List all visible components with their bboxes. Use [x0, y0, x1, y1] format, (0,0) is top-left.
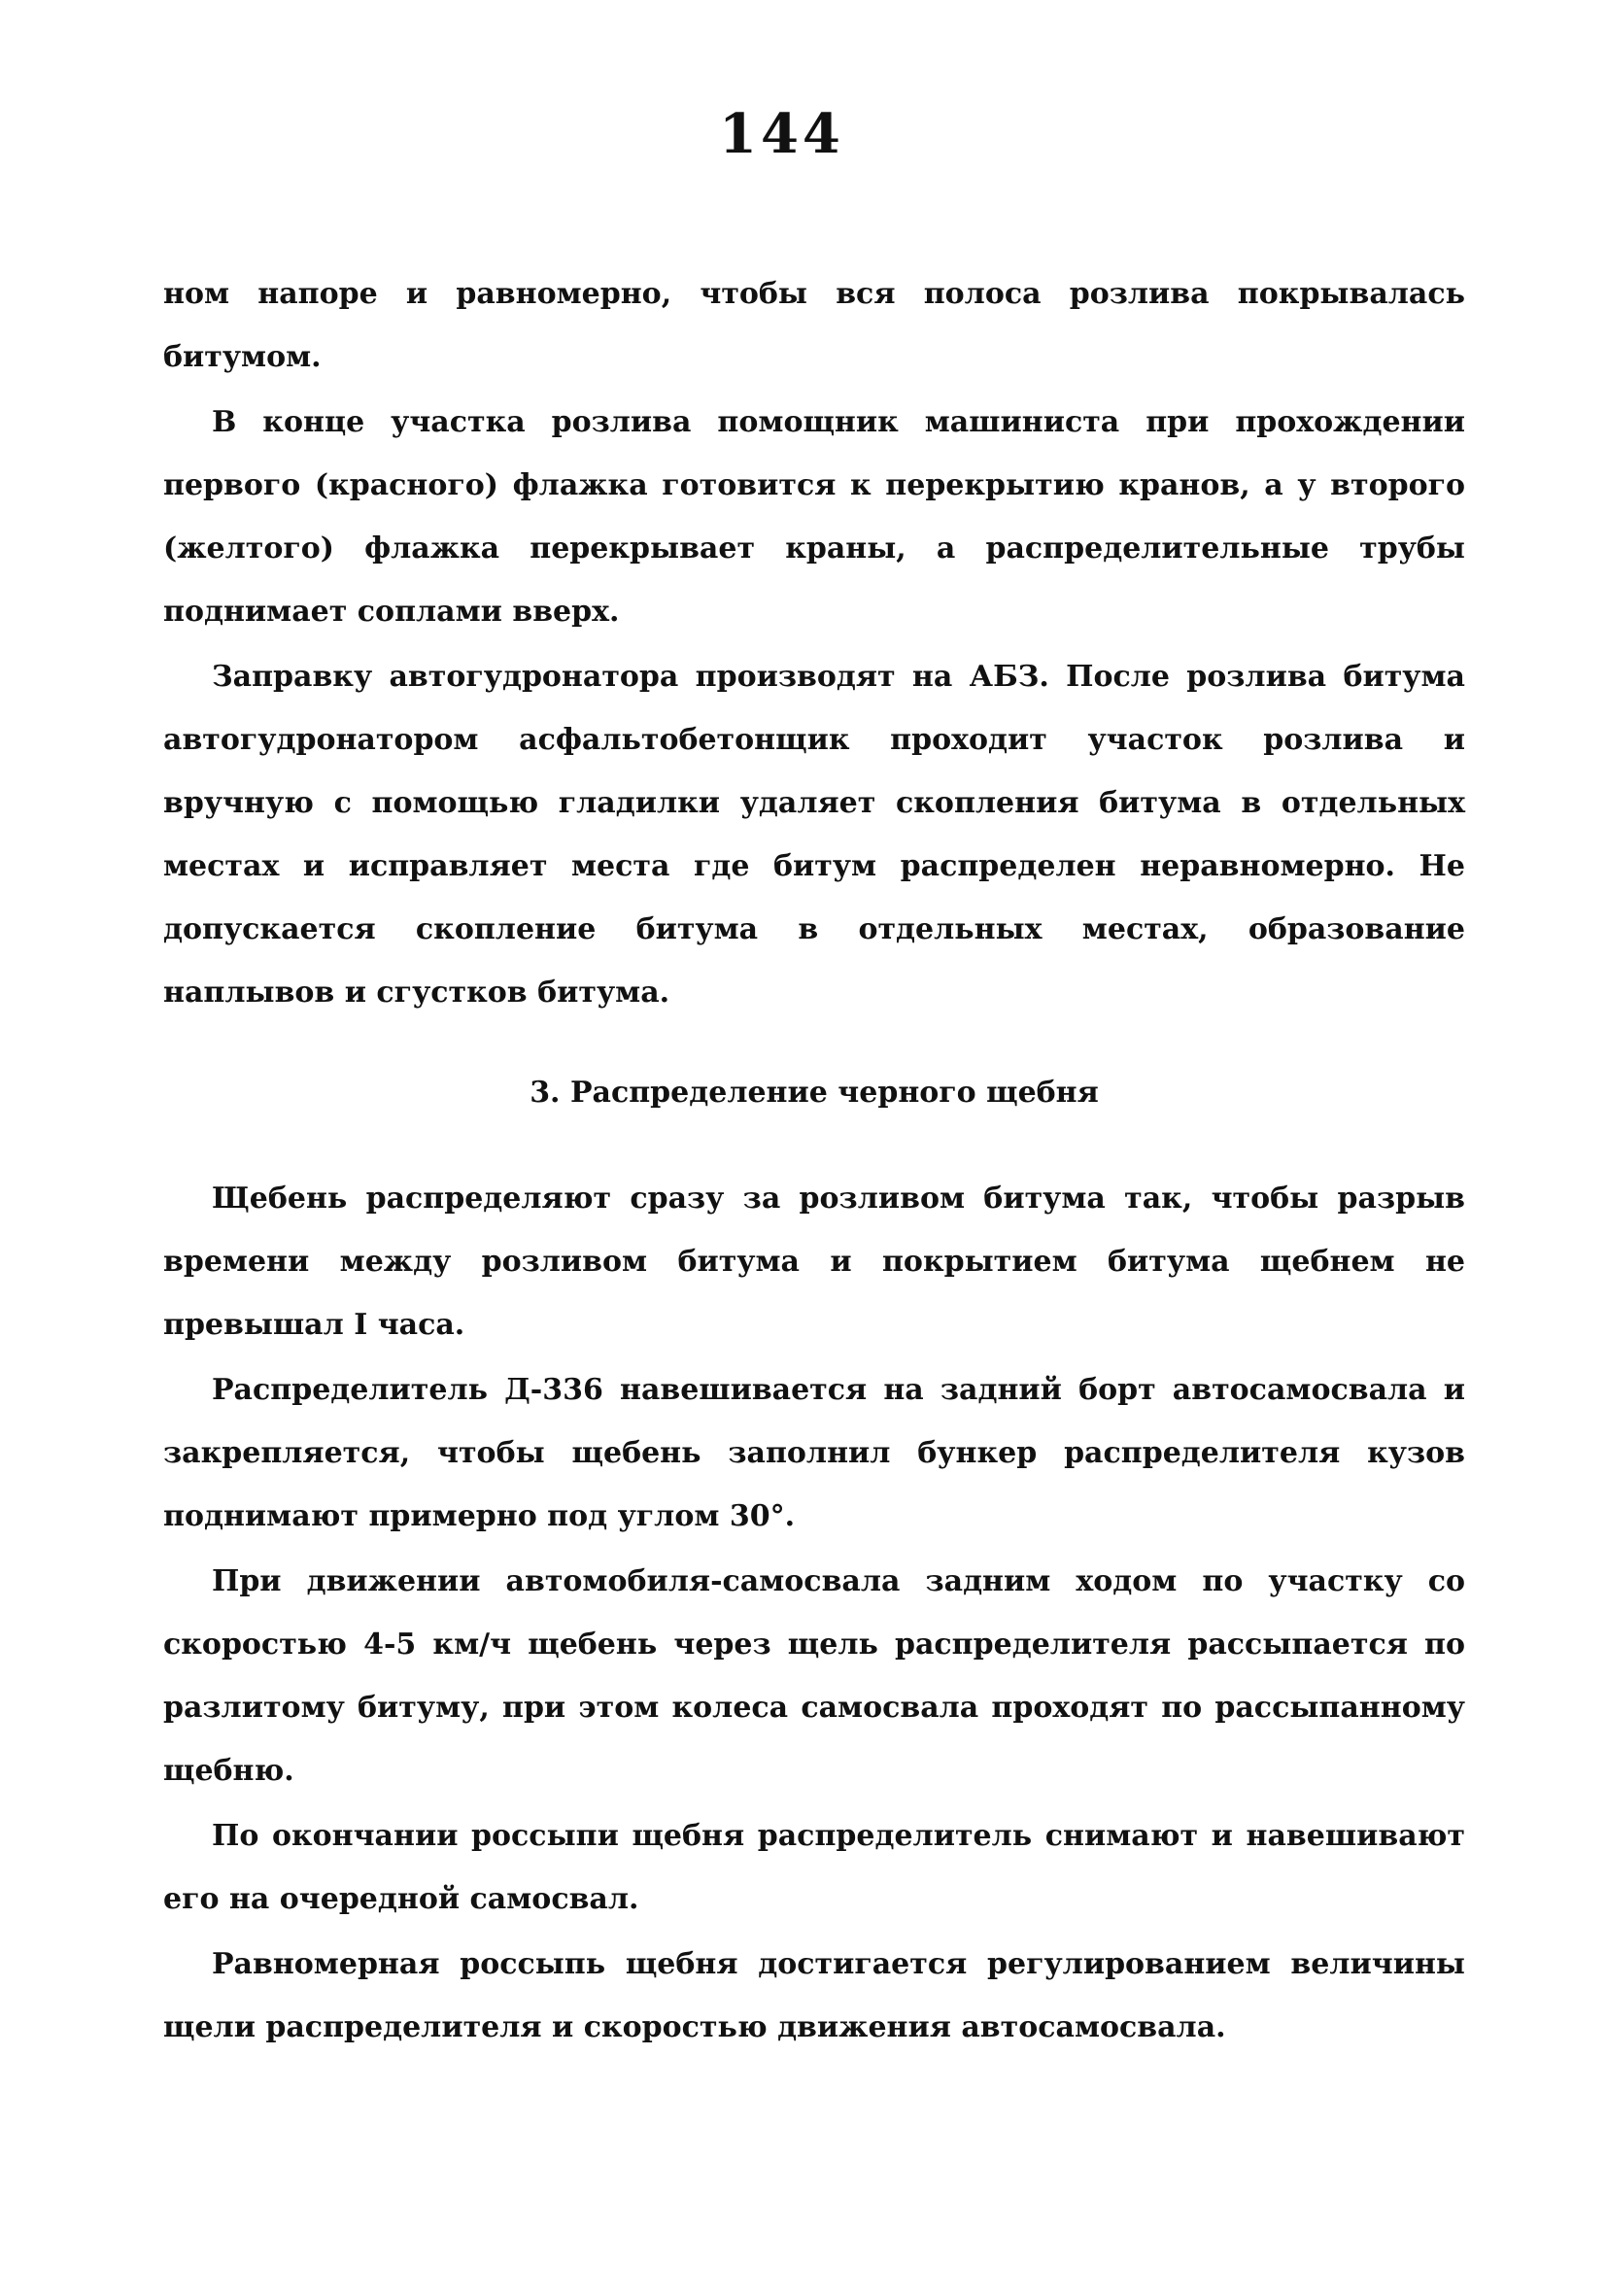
paragraph: В конце участка розлива помощник машиниста при прохождении первого (красного) флажка готовится к перекрытию кранов, а у второго (желтого) флажка перекрывает краны, а распределительные трубы поднимает соплами вверх. [163, 405, 1465, 629]
paragraph: По окончании россыпи щебня распределитель снимают и навешивают его на очередной самосвал. [163, 1819, 1465, 1916]
paragraph: Распределитель Д-336 навешивается на задний борт автосамосвала и закрепляется, чтобы щебень заполнил бункер распределителя кузов поднимают примерно под углом 30°. [163, 1373, 1465, 1533]
page-number: 144 [719, 102, 844, 166]
paragraph: При движении автомобиля-самосвала задним ходом по участку со скоростью 4-5 км/ч щебень через щель распределителя рассыпается по разлитому битуму, при этом колеса самосвала проходят по рассыпанному щебню. [163, 1564, 1465, 1788]
paragraph: Заправку автогудронатора производят на АБЗ. После розлива битума автогудронатором асфальтобетонщик проходит участок розлива и вручную с помощью гладилки удаляет скопления битума в отдельных местах и исправляет места где битум распределен неравномерно. Не допускается скопление битума в отдельных местах, образование наплывов и сгустков битума. [163, 660, 1465, 1010]
document-body [163, 262, 1465, 2061]
section-heading: 3. Распределение черного щебня [530, 1076, 1099, 1110]
paragraph: Щебень распределяют сразу за розливом битума так, чтобы разрыв времени между розливом битума и покрытием битума щебнем не превышал I часа. [163, 1182, 1465, 1342]
paragraph: Равномерная россыпь щебня достигается регулированием величины щели распределителя и скоростью движения автосамосвала. [163, 1947, 1465, 2044]
paragraph: ном напоре и равномерно, чтобы вся полоса розлива покрывалась битумом. [163, 277, 1465, 374]
